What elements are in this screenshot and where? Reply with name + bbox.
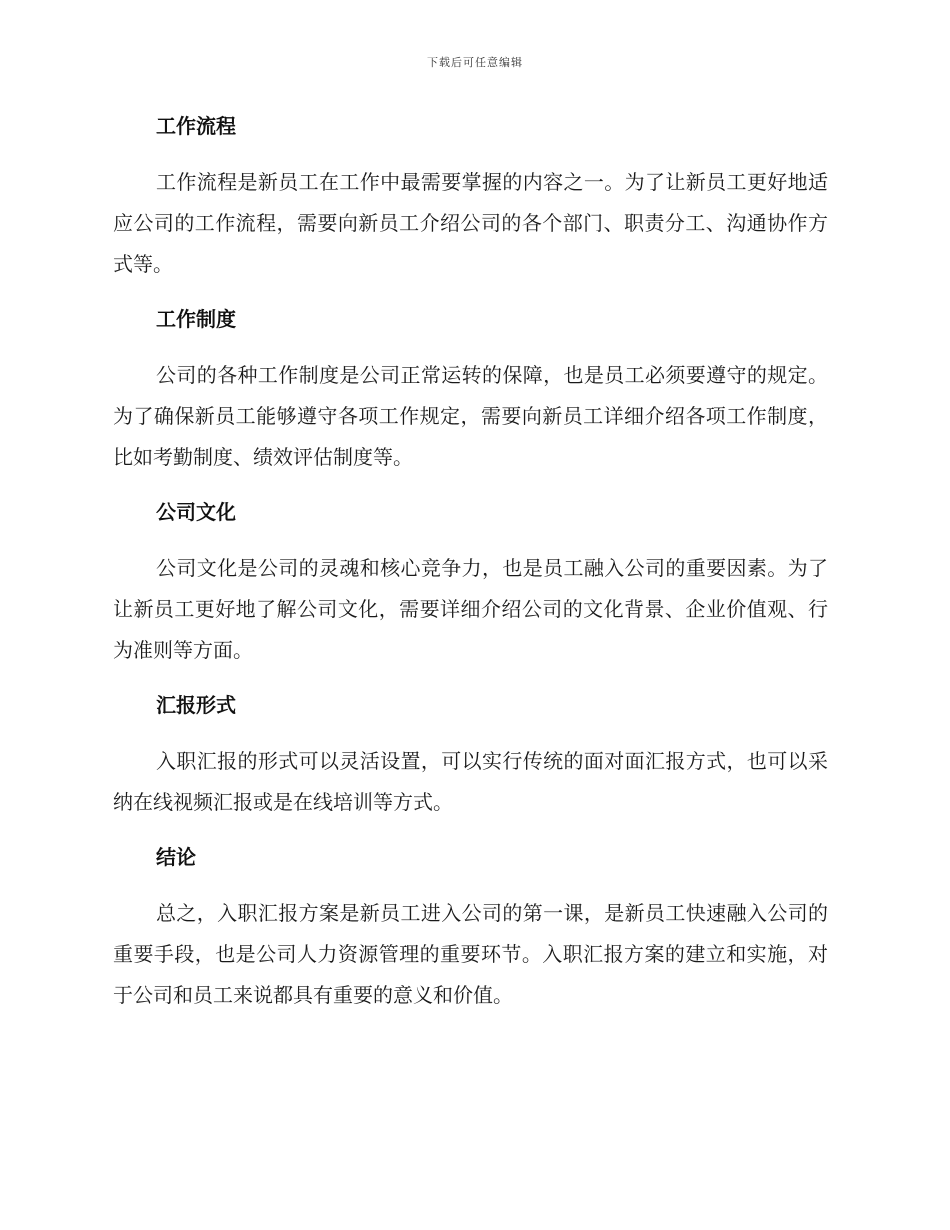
section-report-format <box>113 689 828 823</box>
section-paragraph: 公司的各种工作制度是公司正常运转的保障，也是员工必须要遵守的规定。为了确保新员工能够遵守各项工作规定，需要向新员工详细介绍各项工作制度，比如考勤制度、绩效评估制度等。 <box>113 363 828 469</box>
section-paragraph: 总之，入职汇报方案是新员工进入公司的第一课，是新员工快速融入公司的重要手段，也是公司人力资源管理的重要环节。入职汇报方案的建立和实施，对于公司和员工来说都具有重要的意义和价值。 <box>113 901 828 1007</box>
section-heading: 工作流程 <box>156 114 236 138</box>
section-heading: 公司文化 <box>156 500 236 524</box>
section-conclusion <box>113 841 828 1016</box>
section-paragraph: 入职汇报的形式可以灵活设置，可以实行传统的面对面汇报方式，也可以采纳在线视频汇报或是在线培训等方式。 <box>113 749 828 814</box>
section-heading: 结论 <box>156 845 196 869</box>
section-paragraph: 工作流程是新员工在工作中最需要掌握的内容之一。为了让新员工更好地适应公司的工作流程，需要向新员工介绍公司的各个部门、职责分工、沟通协作方式等。 <box>113 170 828 276</box>
page-header: 下载后可任意编辑 <box>427 56 523 69</box>
section-work-process <box>113 110 828 285</box>
section-heading: 工作制度 <box>156 307 236 331</box>
section-company-culture <box>113 496 828 671</box>
section-paragraph: 公司文化是公司的灵魂和核心竞争力，也是员工融入公司的重要因素。为了让新员工更好地了解公司文化，需要详细介绍公司的文化背景、企业价值观、行为准则等方面。 <box>113 556 828 662</box>
document-content <box>113 110 828 1034</box>
section-work-rules <box>113 303 828 478</box>
section-heading: 汇报形式 <box>156 693 236 717</box>
